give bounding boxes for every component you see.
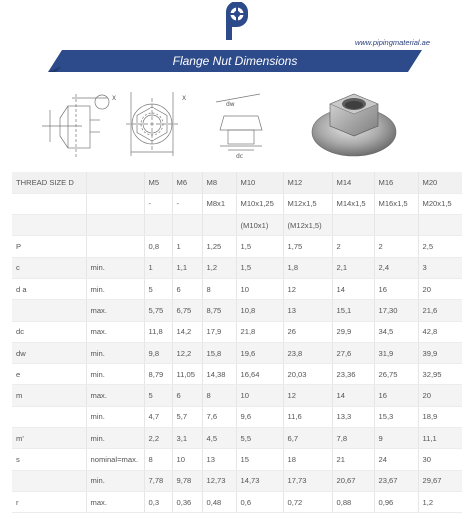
- row-qualifier: min.: [86, 470, 144, 491]
- title-banner: [48, 50, 422, 72]
- row-qualifier: min.: [86, 257, 144, 278]
- column-header: M5: [144, 172, 172, 193]
- table-cell: 2,5: [418, 236, 462, 257]
- table-cell: 10: [236, 385, 283, 406]
- row-qualifier: [86, 193, 144, 214]
- row-qualifier: min.: [86, 428, 144, 449]
- table-cell: 1: [172, 236, 202, 257]
- row-label: dw: [12, 342, 86, 363]
- table-cell: M10x1,25: [236, 193, 283, 214]
- table-cell: 9: [374, 428, 418, 449]
- table-row: [12, 428, 462, 449]
- table-cell: 0,36: [172, 491, 202, 512]
- table-cell: 18,9: [418, 406, 462, 427]
- table-cell: 13,3: [332, 406, 374, 427]
- table-cell: M16x1,5: [374, 193, 418, 214]
- table-cell: 18: [283, 449, 332, 470]
- table-cell: 14,38: [202, 364, 236, 385]
- table-row: [12, 470, 462, 491]
- table-cell: 17,73: [283, 470, 332, 491]
- table-cell: 12,73: [202, 470, 236, 491]
- table-cell: 14: [332, 385, 374, 406]
- table-cell: 14,73: [236, 470, 283, 491]
- table-cell: 34,5: [374, 321, 418, 342]
- table-cell: 0,6: [236, 491, 283, 512]
- table-cell: 11,05: [172, 364, 202, 385]
- table-cell: 9,8: [144, 342, 172, 363]
- technical-drawings: [28, 80, 348, 170]
- table-cell: 15,3: [374, 406, 418, 427]
- table-cell: 1,2: [418, 491, 462, 512]
- table-cell: 1,25: [202, 236, 236, 257]
- table-cell: 6: [172, 278, 202, 299]
- row-qualifier: max.: [86, 300, 144, 321]
- table-cell: 21: [332, 449, 374, 470]
- table-cell: 20,67: [332, 470, 374, 491]
- table-row: [12, 193, 462, 214]
- row-qualifier: min.: [86, 364, 144, 385]
- row-label: d a: [12, 278, 86, 299]
- table-cell: 8: [144, 449, 172, 470]
- table-cell: 23,36: [332, 364, 374, 385]
- table-row: [12, 449, 462, 470]
- row-label: P: [12, 236, 86, 257]
- table-cell: 12: [283, 278, 332, 299]
- row-qualifier: min.: [86, 342, 144, 363]
- table-row: [12, 236, 462, 257]
- table-cell: 5: [144, 385, 172, 406]
- table-cell: [332, 215, 374, 236]
- table-cell: 20: [418, 385, 462, 406]
- table-cell: 42,8: [418, 321, 462, 342]
- table-cell: 2,4: [374, 257, 418, 278]
- table-row: [12, 300, 462, 321]
- table-cell: 1,75: [283, 236, 332, 257]
- row-label: s: [12, 449, 86, 470]
- row-qualifier: min.: [86, 406, 144, 427]
- table-cell: 3: [418, 257, 462, 278]
- table-cell: 11,1: [418, 428, 462, 449]
- table-row: [12, 215, 462, 236]
- table-cell: 17,9: [202, 321, 236, 342]
- table-cell: 13: [283, 300, 332, 321]
- table-cell: 32,95: [418, 364, 462, 385]
- table-cell: 6,7: [283, 428, 332, 449]
- table-cell: 20: [418, 278, 462, 299]
- table-cell: 0,8: [144, 236, 172, 257]
- row-label: dc: [12, 321, 86, 342]
- table-cell: 5,7: [172, 406, 202, 427]
- table-cell: M12x1,5: [283, 193, 332, 214]
- table-cell: 17,30: [374, 300, 418, 321]
- row-qualifier: [86, 215, 144, 236]
- table-cell: 0,88: [332, 491, 374, 512]
- column-header: M10: [236, 172, 283, 193]
- table-row: [12, 406, 462, 427]
- table-cell: 6: [172, 385, 202, 406]
- row-label: e: [12, 364, 86, 385]
- row-label: [12, 470, 86, 491]
- table-cell: 1,8: [283, 257, 332, 278]
- table-cell: 0,48: [202, 491, 236, 512]
- row-qualifier: max.: [86, 321, 144, 342]
- table-cell: 14,2: [172, 321, 202, 342]
- table-cell: 8,79: [144, 364, 172, 385]
- column-header: [86, 172, 144, 193]
- table-cell: 16: [374, 278, 418, 299]
- table-cell: 2,1: [332, 257, 374, 278]
- table-cell: [144, 215, 172, 236]
- row-label: [12, 406, 86, 427]
- row-label: [12, 300, 86, 321]
- row-label: m: [12, 385, 86, 406]
- table-cell: 31,9: [374, 342, 418, 363]
- table-cell: [202, 215, 236, 236]
- table-cell: 13: [202, 449, 236, 470]
- table-cell: 20,03: [283, 364, 332, 385]
- table-row: [12, 278, 462, 299]
- table-cell: 5: [144, 278, 172, 299]
- table-cell: 39,9: [418, 342, 462, 363]
- table-cell: 0,72: [283, 491, 332, 512]
- table-cell: 10: [172, 449, 202, 470]
- table-cell: 5,75: [144, 300, 172, 321]
- table-cell: 15,8: [202, 342, 236, 363]
- table-row: [12, 364, 462, 385]
- table-cell: 23,8: [283, 342, 332, 363]
- row-label: [12, 193, 86, 214]
- table-cell: 11,6: [283, 406, 332, 427]
- table-cell: 9,6: [236, 406, 283, 427]
- table-cell: 21,6: [418, 300, 462, 321]
- table-cell: 2: [332, 236, 374, 257]
- table-cell: 1,5: [236, 236, 283, 257]
- table-header-row: [12, 172, 462, 193]
- table-cell: M20x1,5: [418, 193, 462, 214]
- table-cell: 16: [374, 385, 418, 406]
- table-cell: 1,1: [172, 257, 202, 278]
- table-cell: 0,96: [374, 491, 418, 512]
- table-cell: 26: [283, 321, 332, 342]
- table-cell: 27,6: [332, 342, 374, 363]
- table-cell: 7,78: [144, 470, 172, 491]
- table-cell: 8,75: [202, 300, 236, 321]
- row-qualifier: [86, 236, 144, 257]
- column-header: M8: [202, 172, 236, 193]
- row-label: [12, 215, 86, 236]
- column-header: THREAD SIZE D: [12, 172, 86, 193]
- table-cell: 24: [374, 449, 418, 470]
- drawing-label-dw: dw: [226, 101, 235, 108]
- table-cell: M8x1: [202, 193, 236, 214]
- table-cell: 3,1: [172, 428, 202, 449]
- row-qualifier: nominal=max.: [86, 449, 144, 470]
- site-url[interactable]: www.pipingmaterial.ae: [354, 38, 430, 47]
- table-cell: 19,6: [236, 342, 283, 363]
- table-cell: [418, 215, 462, 236]
- table-cell: 1,2: [202, 257, 236, 278]
- column-header: M14: [332, 172, 374, 193]
- table-cell: 1: [144, 257, 172, 278]
- table-cell: [172, 215, 202, 236]
- table-row: [12, 321, 462, 342]
- table-cell: (M12x1,5): [283, 215, 332, 236]
- table-cell: 26,75: [374, 364, 418, 385]
- drawing-label-dc: dc: [236, 153, 244, 160]
- table-cell: 15,1: [332, 300, 374, 321]
- dimensions-table: [12, 172, 462, 513]
- table-cell: 21,8: [236, 321, 283, 342]
- table-cell: 8: [202, 278, 236, 299]
- table-cell: (M10x1): [236, 215, 283, 236]
- column-header: M6: [172, 172, 202, 193]
- table-cell: 30: [418, 449, 462, 470]
- table-cell: M14x1,5: [332, 193, 374, 214]
- table-cell: 14: [332, 278, 374, 299]
- table-cell: 7,8: [332, 428, 374, 449]
- table-cell: 23,67: [374, 470, 418, 491]
- table-cell: 2,2: [144, 428, 172, 449]
- flange-nut-photo: [308, 84, 400, 162]
- table-row: [12, 385, 462, 406]
- row-qualifier: min.: [86, 278, 144, 299]
- table-cell: 4,5: [202, 428, 236, 449]
- table-cell: 12: [283, 385, 332, 406]
- table-cell: 4,7: [144, 406, 172, 427]
- table-cell: 15: [236, 449, 283, 470]
- table-row: [12, 491, 462, 512]
- table-cell: 29,67: [418, 470, 462, 491]
- table-cell: -: [144, 193, 172, 214]
- table-cell: 10: [236, 278, 283, 299]
- table-cell: 16,64: [236, 364, 283, 385]
- table-cell: 7,6: [202, 406, 236, 427]
- table-cell: [374, 215, 418, 236]
- table-row: [12, 257, 462, 278]
- table-cell: 6,75: [172, 300, 202, 321]
- site-logo: [218, 2, 256, 42]
- drawing-label-x1: X: [112, 95, 117, 102]
- row-label: m': [12, 428, 86, 449]
- table-cell: 10,8: [236, 300, 283, 321]
- row-label: c: [12, 257, 86, 278]
- column-header: M16: [374, 172, 418, 193]
- page-title: Flange Nut Dimensions: [172, 54, 298, 68]
- row-label: r: [12, 491, 86, 512]
- table-cell: 29,9: [332, 321, 374, 342]
- table-cell: 9,78: [172, 470, 202, 491]
- table-cell: 2: [374, 236, 418, 257]
- row-qualifier: max.: [86, 491, 144, 512]
- table-cell: 5,5: [236, 428, 283, 449]
- table-cell: -: [172, 193, 202, 214]
- drawing-label-x2: X: [182, 95, 187, 102]
- column-header: M12: [283, 172, 332, 193]
- row-qualifier: max.: [86, 385, 144, 406]
- table-cell: 8: [202, 385, 236, 406]
- table-cell: 1,5: [236, 257, 283, 278]
- table-cell: 12,2: [172, 342, 202, 363]
- table-cell: 0,3: [144, 491, 172, 512]
- table-cell: 11,8: [144, 321, 172, 342]
- column-header: M20: [418, 172, 462, 193]
- table-row: [12, 342, 462, 363]
